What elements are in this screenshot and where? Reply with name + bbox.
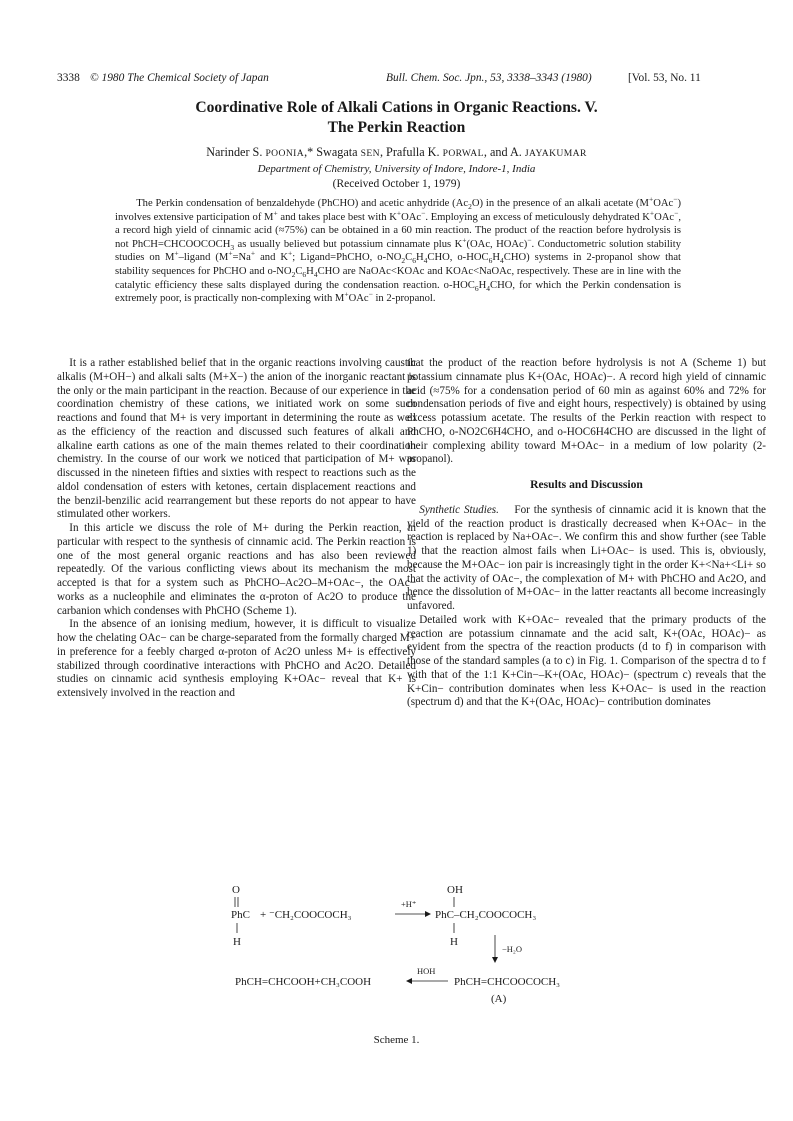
carbanion-reagent: + ⁻CH₂COOCOCH₃	[260, 909, 352, 921]
protonation-label: +H⁺	[401, 899, 417, 909]
title-line-2: The Perkin Reaction	[327, 119, 466, 136]
volume-info: [Vol. 53, No. 11	[628, 72, 701, 84]
carbonyl-oxygen-label: O	[232, 884, 240, 896]
adduct-hydrogen-label: H	[450, 936, 458, 948]
article-title	[0, 98, 793, 138]
final-products: PhCH=CHCOOH+CH₃COOH	[235, 976, 372, 988]
section-heading-results: Results and Discussion	[530, 478, 643, 491]
body-paragraph-6: Detailed work with K+OAc− revealed that the primary products of the reaction are potassium cinnamate and the acid salt, K+(OAc, HOAc)− as evident from the spectra of the reaction products (d to f) in comparison with those of the standard samples (a to c) in Fig. 1. Comparison of the spectra d to f with that of the 1:1 K+Cin−–K+(OAc, HOAc)− (spectrum c) reveals that the K+Cin− contribution dominates when less K+OAc− is used in the reaction (spectrum d) and that the K+(OAc, HOAc)− contribution dominates	[407, 613, 766, 709]
journal-citation: Bull. Chem. Soc. Jpn., 53, 3338–3343 (1980)	[386, 72, 592, 84]
abstract: The Perkin condensation of benzaldehyde (PhCHO) and acetic anhydride $(Ac_2O)$ in the presence of an alkali acetate (M+OAc−) involves extensive participation of M+ and takes place best with K+OAc−. Employing an excess of meticulously dehydrated K+OAc−, a record high yield of cinnamic acid (≈75%) can be obtained in a 60 min reaction. The product of the reaction before hydrolysis is not $PhCH=CHCOOCOCH_3$ as usually believed but potassium cinnamate plus K+(OAc, HOAc)−. Conductometric solution stability studies on M+–ligand (M+=Na+ and K+; Ligand=PhCHO, $o-NO_2C_6H_4CHO$, $o-HOC_6H_4CHO$) systems in 2-propanol show that stability sequences for PhCHO and $o-NO_2C_6H_4CHO$ are NaOAc<KOAc and KOAc<NaOAc, respectively. These are in line with the catalytic efficiency these salts displayed during the condensation reaction. $o-HOC_6H_4CHO$, for which the Perkin condensation is extremely poor, is practically non-complexing with M+OAc− in 2-propanol.	[115, 194, 682, 305]
received-date: (Received October 1, 1979)	[332, 178, 461, 190]
anhydride-intermediate: PhCH=CHCOOCOCH₃	[454, 976, 561, 988]
subsection-label: Synthetic Studies.	[419, 503, 499, 516]
arrowhead	[425, 911, 431, 917]
body-paragraph-4: that the product of the reaction before hydrolysis is not A (Scheme 1) but potassium cinnamate plus K+(OAc, HOAc)−. A record high yield of cinnamic acid (≈75% for a condensation period of 60 min as against 60% and 72% for condensation periods of five and eight hours, respectively) is obtained by using excess potassium acetate. The results of the Perkin reaction with respect to PhCHO, o-NO2C6H4CHO, and o-HOC6H4CHO are discussed in the light of their complexing ability toward M+OAc− in a medium of low polarity (2-propanol).	[407, 357, 766, 466]
body-paragraph-3: In the absence of an ionising medium, however, it is difficult to visualize how the chelating OAc− can be charge-separated from the formally charged M+ in preference for a feebly charged α-proton of Ac2O unless M+ is effectively stabilized through coordinative interactions with PhCHO and Ac2O. Detailed studies on cinnamic acid synthesis employing K+OAc− reveal that K+ is extensively involved in the reaction and	[57, 618, 416, 699]
left-column	[57, 357, 416, 701]
affiliation: Department of Chemistry, University of Indore, Indore-1, India	[257, 163, 536, 175]
hydrolysis-label: HOH	[417, 966, 436, 976]
body-paragraph-1: It is a rather established belief that in the organic reactions involving caustic alkalis (M+OH−) and alkali salts (M+X−) the anion of the inorganic reactant is the only or the main participant in the reaction. Because of our experience in the coordination chemistry of these cations, we initiated work on some such reactions and found that M+ is very important in determining the route as well as the efficiency of the reaction and discussed such features of alkali and alkaline earth cations as one of the main themes related to their coordination chemistry. In the course of our work we noticed that participation of M+ was discussed in the nineteen fifties and sixties with respect to reactions such as the aldol condensation of esters with ketones, certain displacement reactions and the benzil-benzilic acid rearrangement but these reports do not appear to have stimulated other workers.	[57, 357, 416, 521]
hydroxyl-label: OH	[447, 884, 463, 896]
aldol-adduct: PhC–CH₂COOCOCH₃	[435, 909, 537, 921]
aldehyde-hydrogen-label: H	[233, 936, 241, 948]
page-number: 3338	[57, 72, 80, 84]
benzaldehyde-carbon-label: PhC	[231, 909, 250, 921]
intermediate-a-label: (A)	[491, 993, 507, 1005]
reaction-scheme	[225, 883, 585, 1013]
dehydration-label: −H₂O	[502, 944, 523, 954]
right-column	[407, 357, 766, 710]
author-list: Narinder S. POONIA,* Swagata SEN, Prafulla K. PORWAL, and A. JAYAKUMAR	[206, 145, 587, 159]
copyright-notice: © 1980 The Chemical Society of Japan	[90, 72, 269, 84]
body-paragraph-5: Synthetic Studies. For the synthesis of cinnamic acid it is known that the yield of the reaction product is drastically decreased when K+OAc− in the reaction is replaced by Na+OAc−. We confirm this and show further (see Table 1) that the reaction almost fails when Li+OAc− is used. This is, obviously, because the M+OAc− ion pair is increasingly tight in the order K+<Na+<Li+ so that the activity of OAc−, the complexation of M+ with PhCHO and Ac2O, and hence the dissolution of M+OAc− in the latter reactants all become increasingly unfavored.	[407, 503, 766, 612]
scheme-caption: Scheme 1.	[373, 1034, 420, 1046]
arrowhead	[406, 978, 412, 984]
body-paragraph-2: In this article we discuss the role of M+ during the Perkin reaction, in particular with respect to the synthesis of cinnamic acid. The Perkin reaction is one of the most general organic reactions and has also been reviewed repeatedly. Of the various conflicting views about its mechanism the most accepted is that for a system such as PhCHO–Ac2O–M+OAc−, the OAc− works as a nucleophile and eliminates the α-proton of Ac2O to produce the carbanion which condenses with PhCHO (Scheme 1).	[57, 522, 416, 617]
arrowhead	[492, 957, 498, 963]
title-line-1: Coordinative Role of Alkali Cations in Organic Reactions. V.	[195, 99, 598, 116]
